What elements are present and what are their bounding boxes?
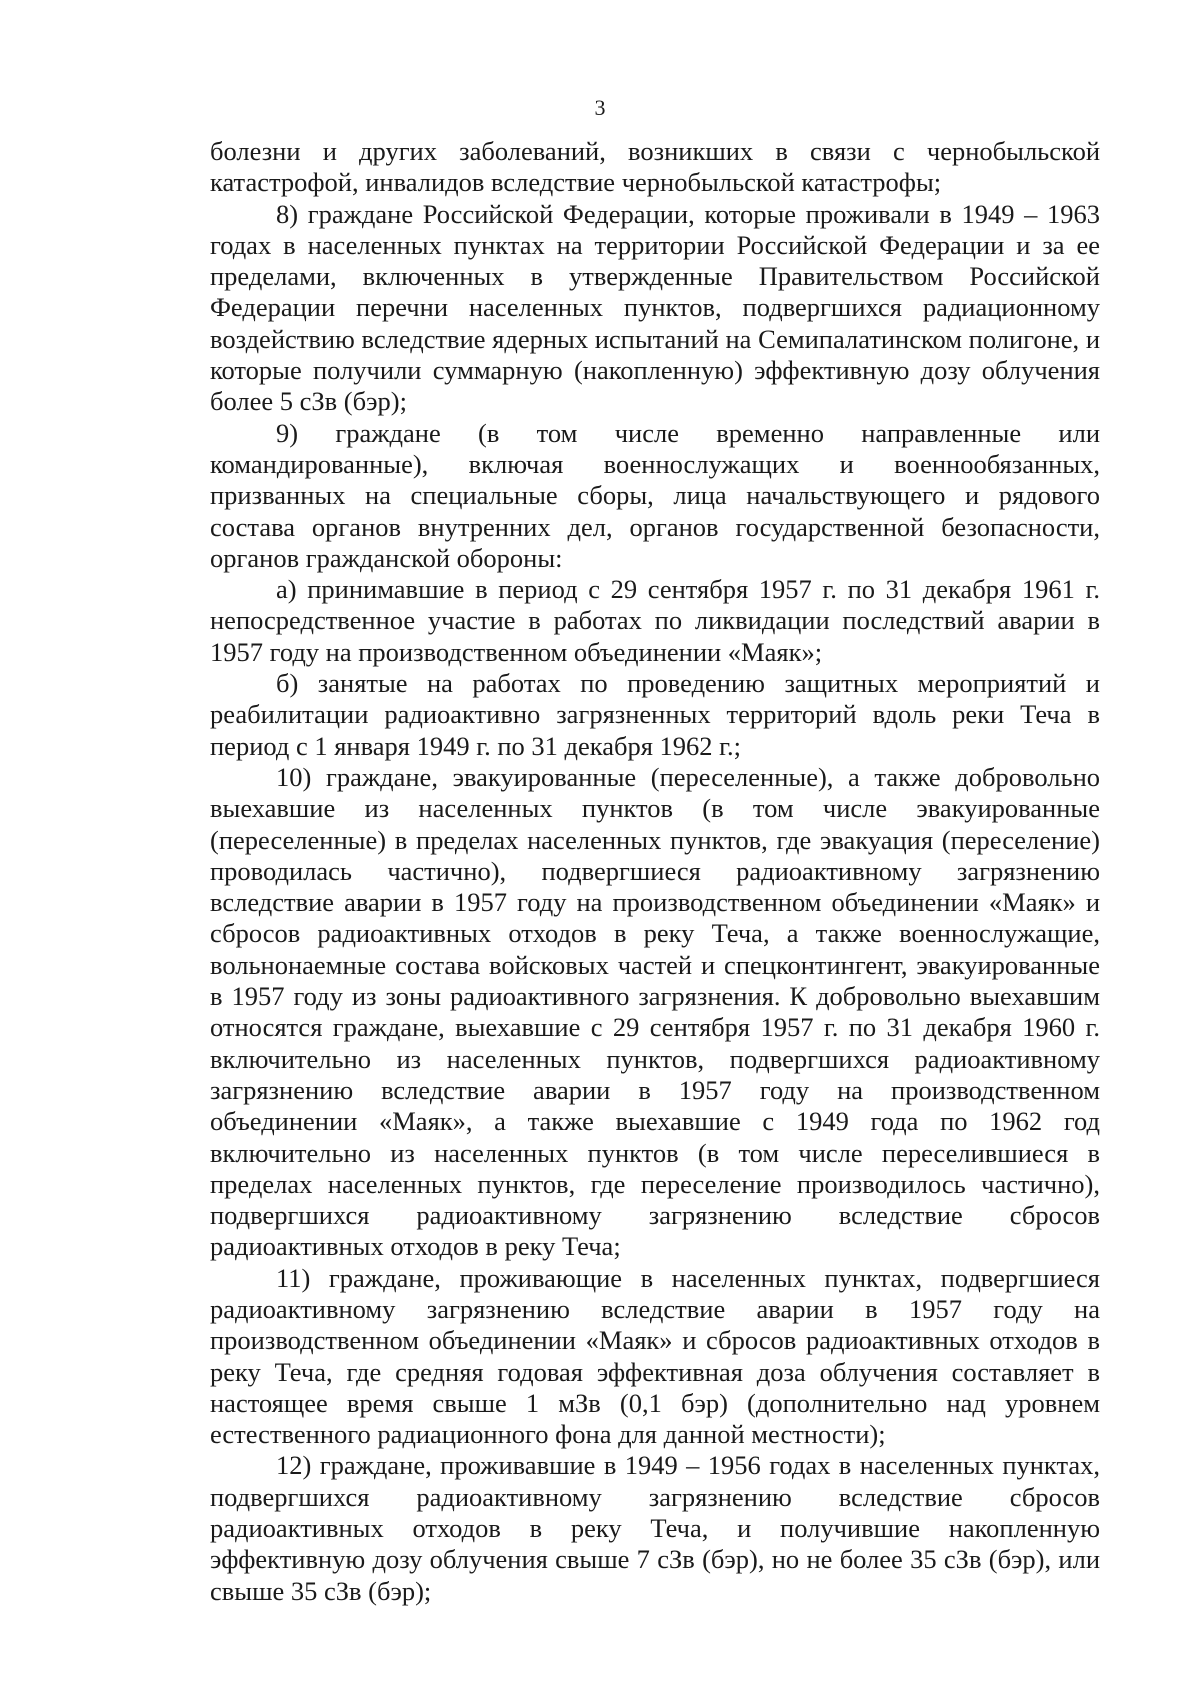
document-body <box>210 136 1100 1607</box>
paragraph-item-8: 8) граждане Российской Федерации, которые проживали в 1949 – 1963 годах в населенных пунктах на территории Российской Федерации и за ее пределами, включенных в утвержденные Правительством Российской Федерации перечни населенных пунктов, подвергшихся радиационному воздействию вследствие ядерных испытаний на Семипалатинском полигоне, и которые получили суммарную (накопленную) эффективную дозу облучения более 5 сЗв (бэр); <box>210 198 1100 417</box>
paragraph-item-9: 9) граждане (в том числе временно направленные или командированные), включая военнослужащих и военнообязанных, призванных на специальные сборы, лица начальствующего и рядового состава органов внутренних дел, органов государственной безопасности, органов гражданской обороны: <box>210 417 1100 573</box>
paragraph-item-12: 12) граждане, проживавшие в 1949 – 1956 годах в населенных пунктах, подвергшихся радиоактивному загрязнению вследствие сбросов радиоактивных отходов в реку Теча, и получившие накопленную эффективную дозу облучения свыше 7 сЗв (бэр), но не более 35 сЗв (бэр), или свыше 35 сЗв (бэр); <box>210 1450 1100 1606</box>
paragraph-item-9a: а) принимавшие в период с 29 сентября 1957 г. по 31 декабря 1961 г. непосредственное участие в работах по ликвидации последствий аварии в 1957 году на производственном объединении «Маяк»; <box>210 574 1100 667</box>
paragraph-continuation: болезни и других заболеваний, возникших в связи с чернобыльской катастрофой, инвалидов вследствие чернобыльской катастрофы; <box>210 136 1100 198</box>
paragraph-item-11: 11) граждане, проживающие в населенных пунктах, подвергшиеся радиоактивному загрязнению вследствие аварии в 1957 году на производственном объединении «Маяк» и сбросов радиоактивных отходов в реку Теча, где средняя годовая эффективная доза облучения составляет в настоящее время свыше 1 мЗв (0,1 бэр) (дополнительно над уровнем естественного радиационного фона для данной местности); <box>210 1262 1100 1450</box>
paragraph-item-10: 10) граждане, эвакуированные (переселенные), а также добровольно выехавшие из населенных пунктов (в том числе эвакуированные (переселенные) в пределах населенных пунктов, где эвакуация (переселение) проводилась частично), подвергшиеся радиоактивному загрязнению вследствие аварии в 1957 году на производственном объединении «Маяк» и сбросов радиоактивных отходов в реку Теча, а также военнослужащие, вольнонаемные состава войсковых частей и спецконтингент, эвакуированные в 1957 году из зоны радиоактивного загрязнения. К добровольно выехавшим относятся граждане, выехавшие с 29 сентября 1957 г. по 31 декабря 1960 г. включительно из населенных пунктов, подвергшихся радиоактивному загрязнению вследствие аварии в 1957 году на производственном объединении «Маяк», а также выехавшие с 1949 года по 1962 год включительно из населенных пунктов (в том числе переселившиеся в пределах населенных пунктов, где переселение производилось частично), подвергшихся радиоактивному загрязнению вследствие сбросов радиоактивных отходов в реку Теча; <box>210 761 1100 1262</box>
page-number: 3 <box>594 95 606 120</box>
paragraph-item-9b: б) занятые на работах по проведению защитных мероприятий и реабилитации радиоактивно загрязненных территорий вдоль реки Теча в период с 1 января 1949 г. по 31 декабря 1962 г.; <box>210 668 1100 761</box>
